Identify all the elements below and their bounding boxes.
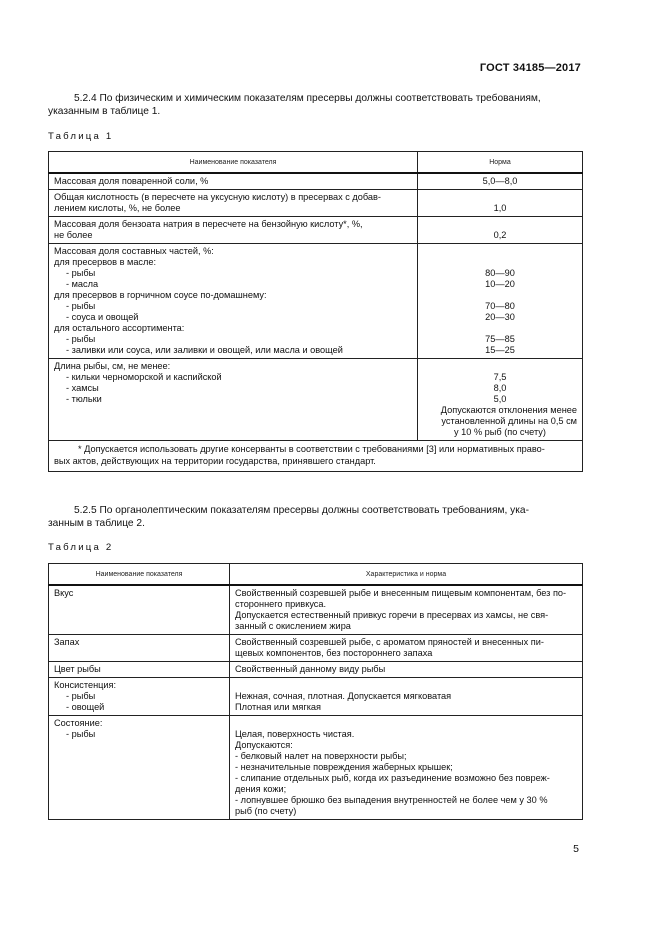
paragraph-line: 5.2.4 По физическим и химическим показателям пресервы должны соответствовать требованиям, (74, 93, 541, 104)
indicator-name (49, 244, 418, 359)
table-row (49, 359, 583, 441)
table-2-caption (48, 542, 111, 553)
table-row (49, 635, 583, 662)
cell-line: - лопнувшее брюшко без выпадения внутренностей не более чем у 30 % (235, 795, 548, 805)
table-footnote (49, 441, 583, 472)
cell-line: Общая кислотность (в пересчете на уксусную кислоту) в пресервах с добав- (54, 192, 381, 202)
table-2 (48, 563, 583, 820)
footnote-line: вых актов, действующих на территории государства, принявшего стандарт. (54, 455, 376, 466)
table-1-caption (48, 131, 111, 142)
characteristic (230, 716, 583, 820)
cell-line: 20—30 (485, 312, 515, 322)
cell-line: Длина рыбы, см, не менее: (54, 361, 171, 371)
cell-line: 15—25 (485, 345, 515, 355)
cell-line: - рыбы (66, 268, 96, 278)
indicator-name (49, 359, 418, 441)
indicator-name (49, 678, 230, 716)
indicator-name (49, 173, 418, 190)
cell-line: Массовая доля бензоата натрия в пересчете на бензойную кислоту*, %, (54, 219, 363, 229)
cell-line (423, 257, 577, 268)
cell-line: - масла (66, 279, 99, 289)
table-row (49, 190, 583, 217)
cell-line: - рыбы (66, 334, 96, 344)
cell-line: Массовая доля составных частей, %: (54, 246, 214, 256)
page-number: 5 (573, 843, 579, 855)
cell-line: Нежная, сочная, плотная. Допускается мягковатая (235, 691, 452, 701)
cell-line: 8,0 (493, 383, 507, 393)
norm-value (418, 359, 583, 441)
cell-line: - незначительные повреждения жаберных крышек; (235, 762, 453, 772)
cell-line: 10—20 (485, 279, 515, 289)
paragraph-5-2-5 (48, 504, 582, 530)
indicator-name (49, 585, 230, 635)
cell-line: Целая, поверхность чистая. (235, 729, 355, 739)
cell-line (423, 323, 577, 334)
paragraph-5-2-4 (48, 92, 582, 118)
norm-value (418, 244, 583, 359)
table-row (49, 217, 583, 244)
cell-line: - соуса и овощей (66, 312, 139, 322)
cell-line: Допускаются: (235, 740, 293, 750)
table-row (49, 173, 583, 190)
cell-line (423, 290, 577, 301)
cell-line: стороннего привкуса. (235, 599, 327, 609)
cell-line: 5,0—8,0 (482, 176, 518, 186)
characteristic (230, 585, 583, 635)
norm-value (418, 173, 583, 190)
indicator-name (49, 190, 418, 217)
cell-line: - кильки черноморской и каспийской (66, 372, 222, 382)
indicator-name (49, 662, 230, 678)
paragraph-line: занным в таблице 2. (48, 518, 145, 529)
column-header: Наименование показателя (49, 152, 418, 174)
cell-line: 1,0 (493, 203, 507, 213)
cell-line: - овощей (66, 702, 105, 712)
cell-line: для пресервов в горчичном соусе по-домашнему: (54, 290, 267, 300)
column-header: Наименование показателя (49, 564, 230, 586)
table-1 (48, 151, 583, 472)
norm-value (418, 190, 583, 217)
table-header-row (49, 564, 583, 586)
cell-line: Состояние: (54, 718, 103, 728)
cell-line: - рыбы (66, 301, 96, 311)
cell-line: дения кожи; (235, 784, 287, 794)
cell-line: не более (54, 230, 93, 240)
table-row (49, 716, 583, 820)
cell-line: 80—90 (485, 268, 515, 278)
column-header: Норма (418, 152, 583, 174)
cell-line: 7,5 (493, 372, 507, 382)
characteristic (230, 678, 583, 716)
cell-line: 0,2 (493, 230, 507, 240)
cell-line: Допускается естественный привкус горечи в пресервах из хамсы, не свя- (235, 610, 549, 620)
cell-line: - тюльки (66, 394, 102, 404)
cell-line: рыб (по счету) (235, 806, 297, 816)
cell-line: Массовая доля поваренной соли, % (54, 176, 209, 186)
cell-line: Цвет рыбы (54, 664, 101, 674)
cell-line: у 10 % рыб (по счету) (454, 427, 546, 437)
indicator-name (49, 716, 230, 820)
cell-line: - слипание отдельных рыб, когда их разъединение возможно без повреж- (235, 773, 550, 783)
cell-line: Допускаются отклонения менее (440, 405, 577, 415)
cell-line: Плотная или мягкая (235, 702, 322, 712)
cell-line: Консистенция: (54, 680, 117, 690)
norm-value (418, 217, 583, 244)
cell-line: 5,0 (493, 394, 507, 404)
cell-line (423, 246, 577, 257)
cell-line: - белковый налет на поверхности рыбы; (235, 751, 407, 761)
characteristic (230, 662, 583, 678)
cell-line (235, 680, 577, 691)
table-row (49, 678, 583, 716)
cell-line: занный с окислением жира (235, 621, 351, 631)
table-footnote-row (49, 441, 583, 472)
cell-line: - хамсы (66, 383, 99, 393)
standard-designation: ГОСТ 34185—2017 (479, 62, 581, 74)
table-row (49, 585, 583, 635)
cell-line: - рыбы (66, 729, 96, 739)
caption-number: 1 (105, 131, 112, 142)
caption-word: Таблица (48, 131, 102, 142)
cell-line: 75—85 (485, 334, 515, 344)
cell-line (423, 361, 577, 372)
cell-line: - рыбы (66, 691, 96, 701)
cell-line: лением кислоты, %, не более (54, 203, 181, 213)
column-header: Характеристика и норма (230, 564, 583, 586)
cell-line: Свойственный созревшей рыбе и внесенным пищевым компонентам, без по- (235, 588, 567, 598)
caption-number: 2 (105, 542, 112, 553)
cell-line: Свойственный созревшей рыбе, с ароматом пряностей и внесенных пи- (235, 637, 544, 647)
table-row (49, 662, 583, 678)
cell-line: щевых компонентов, без постороннего запаха (235, 648, 433, 658)
table-row (49, 244, 583, 359)
cell-line (235, 718, 577, 729)
cell-line: Запах (54, 637, 80, 647)
indicator-name (49, 217, 418, 244)
paragraph-line: указанным в таблице 1. (48, 106, 161, 117)
cell-line: установленной длины на 0,5 см (441, 416, 577, 426)
caption-word: Таблица (48, 542, 102, 553)
footnote-line: * Допускается использовать другие консерванты в соответствии с требованиями [3] или нормативных право- (78, 444, 545, 454)
cell-line: - заливки или соуса, или заливки и овощей, или масла и овощей (66, 345, 343, 355)
characteristic (230, 635, 583, 662)
cell-line: 70—80 (485, 301, 515, 311)
indicator-name (49, 635, 230, 662)
cell-line: для пресервов в масле: (54, 257, 157, 267)
table-header-row (49, 152, 583, 174)
cell-line: Вкус (54, 588, 74, 598)
paragraph-line: 5.2.5 По органолептическим показателям пресервы должны соответствовать требованиям, ука- (74, 505, 529, 516)
cell-line: Свойственный данному виду рыбы (235, 664, 386, 674)
cell-line: для остального ассортимента: (54, 323, 185, 333)
